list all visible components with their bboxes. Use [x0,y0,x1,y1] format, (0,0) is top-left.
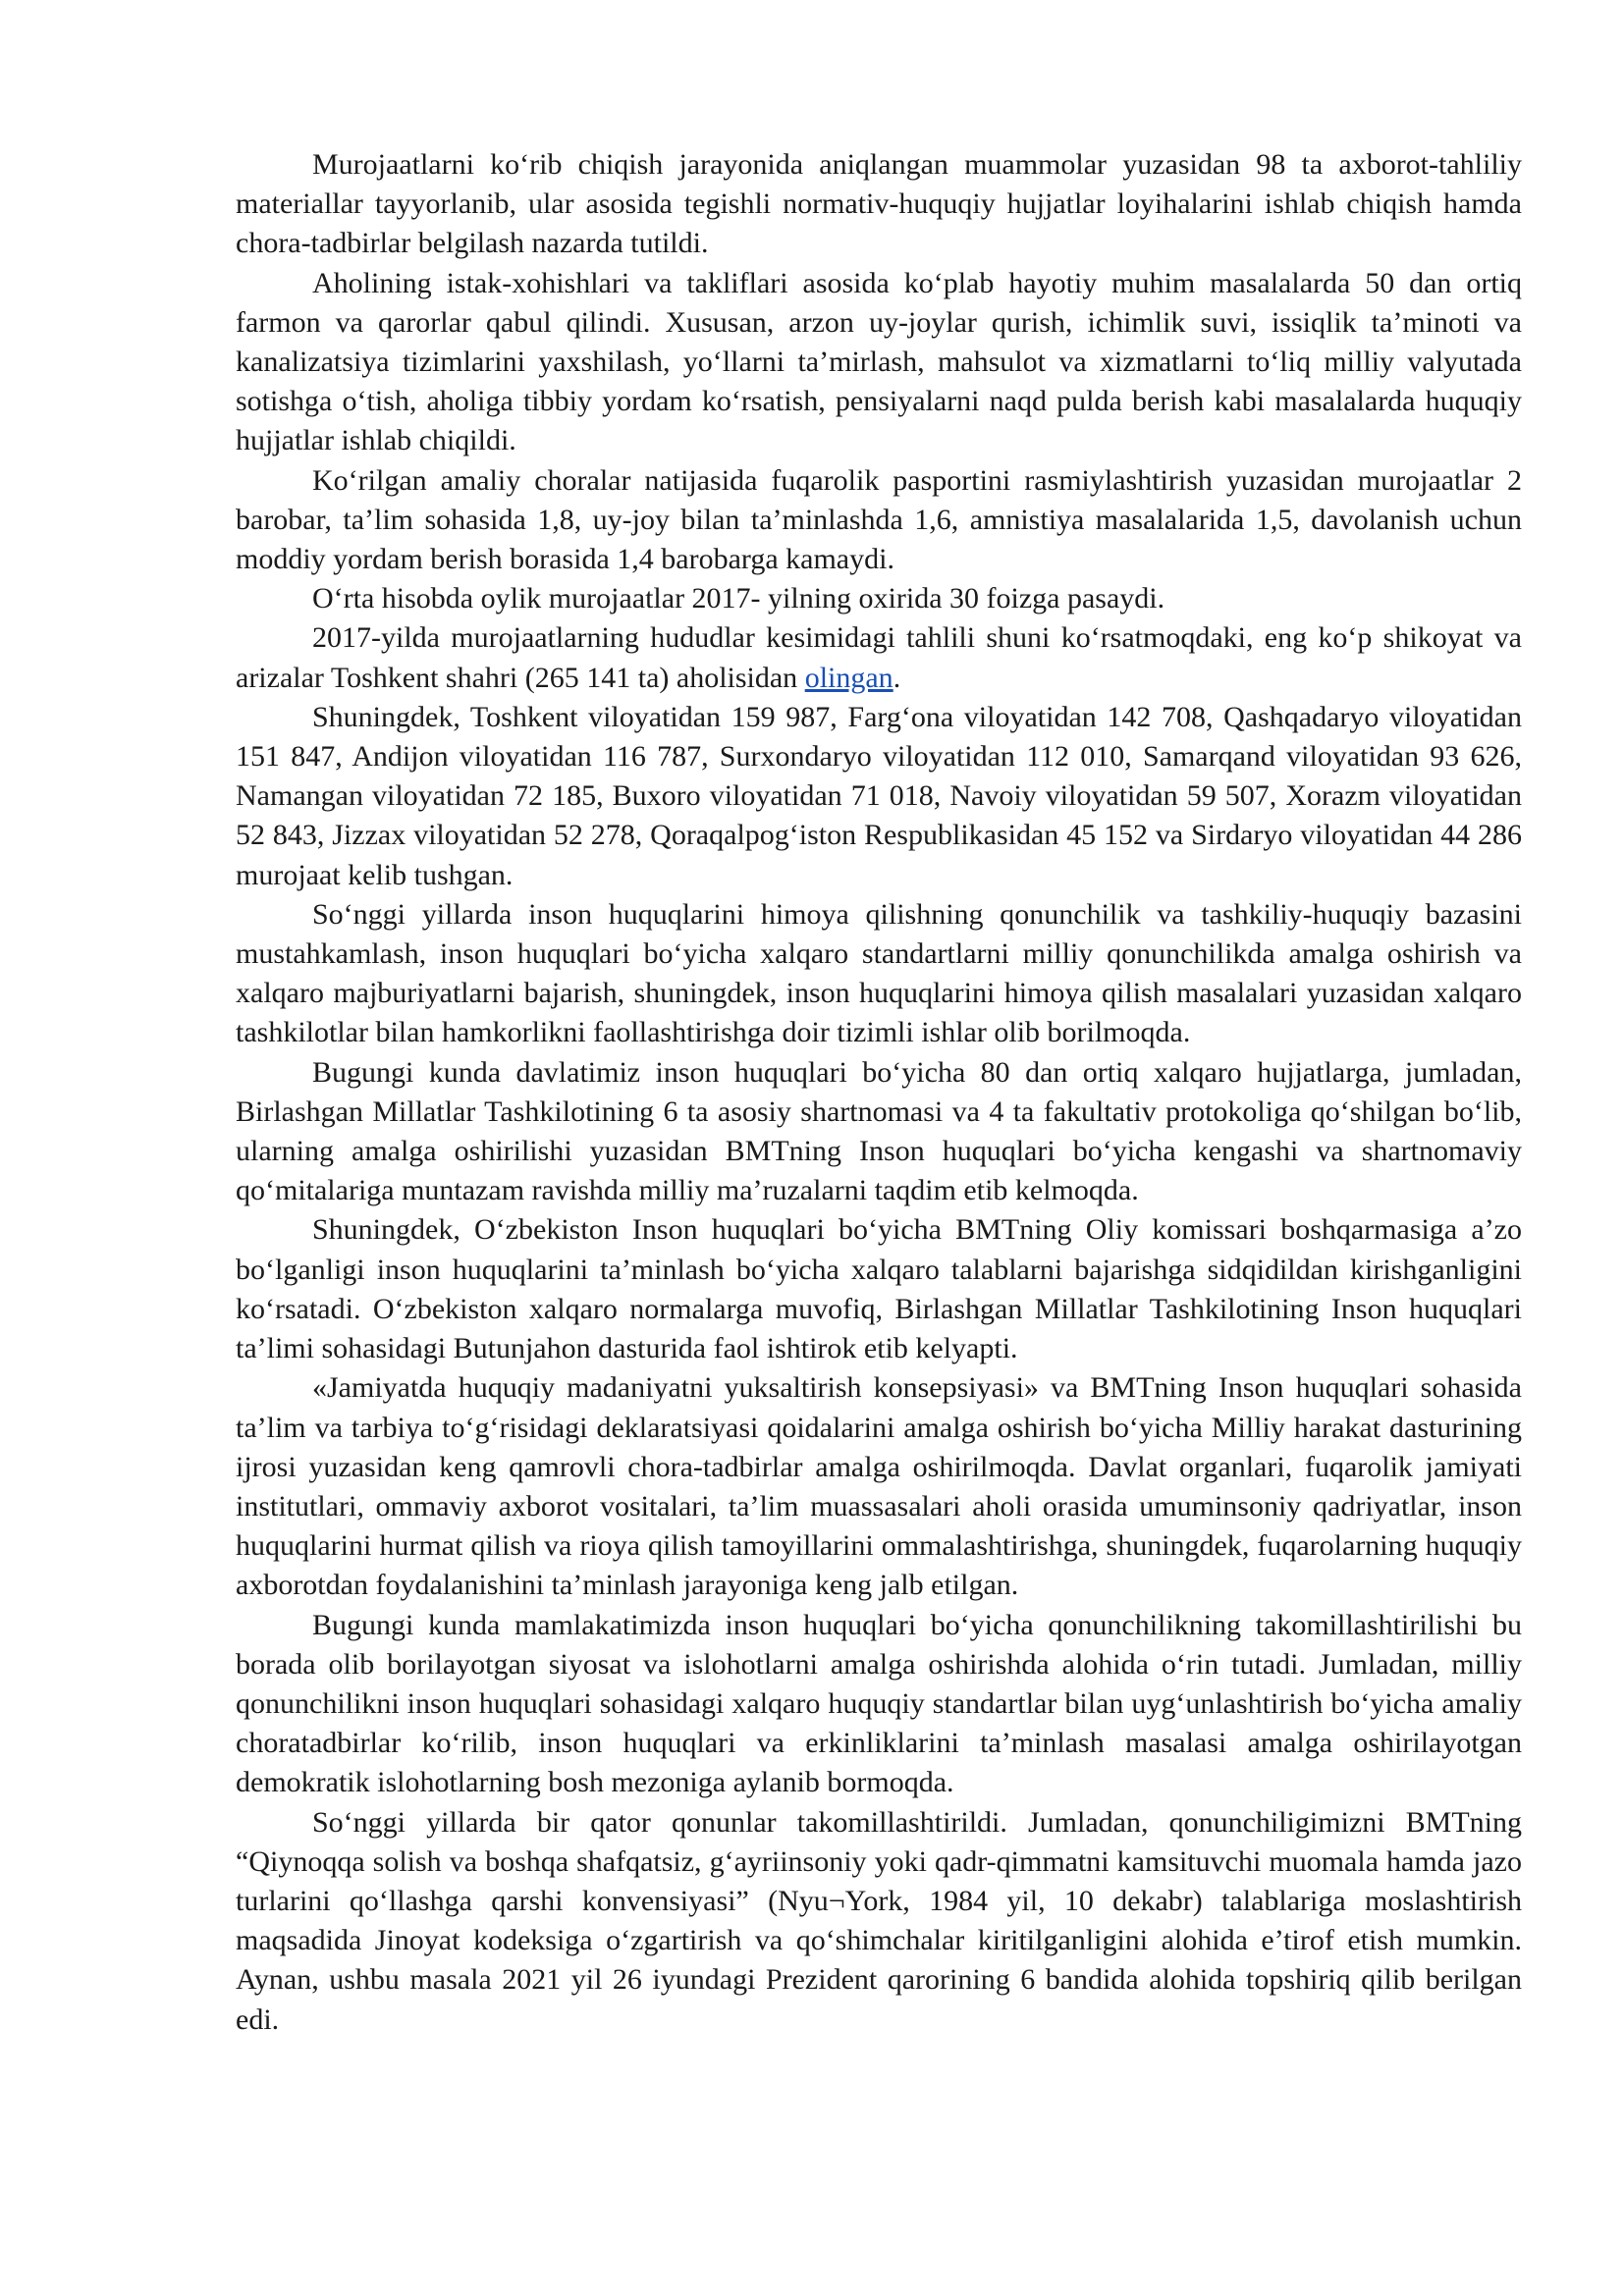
paragraph-9: Shuningdek, O‘zbekiston Inson huquqlari bo‘yicha BMTning Oliy komissari boshqarmasiga a’zo bo‘lganligi inson huquqlarini ta’minlash bo‘yicha xalqaro talablarni bajarishga sidqidildan kirishganligini ko‘rsatadi. O‘zbekiston xalqaro normalarga muvofiq, Birlashgan Millatlar Tashkilotining Inson huquqlari ta’limi sohasidagi Butunjahon dasturida faol ishtirok etib kelyapti. [236,1213,1522,1365]
paragraph-7: So‘nggi yillarda inson huquqlarini himoya qilishning qonunchilik va tashkiliy-huquqiy bazasini mustahkamlash, inson huquqlari bo‘yicha xalqaro standartlarni milliy qonunchilikda amalga oshirish va xalqaro majburiyatlarni bajarish, shuningdek, inson huquqlarini himoya qilish masalalari yuzasidan xalqaro tashkilotlar bilan hamkorlikni faollashtirishga doir tizimli ishlar olib borilmoqda. [236,897,1522,1049]
paragraph-5 [236,618,1522,697]
paragraph-5-text: 2017-yilda murojaatlarning hududlar kesimidagi tahlili shuni ko‘rsatmoqdaki, eng ko‘p shikoyat va arizalar Toshkent shahri (265 141 ta) aholisidan [236,621,1522,694]
document-page [236,145,1522,2040]
olingan-link[interactable]: olingan [804,661,893,694]
paragraph-12: So‘nggi yillarda bir qator qonunlar takomillashtirildi. Jumladan, qonunchiligimizni BMTning “Qiynoqqa solish va boshqa shafqatsiz, g‘ayriinsoniy yoki qadr-qimmatni kamsituvchi muomala hamda jazo turlarini qo‘llashga qarshi konvensiyasi” (Nyu¬York, 1984 yil, 10 dekabr) talablariga moslashtirish maqsadida Jinoyat kodeksiga o‘zgartirish va qo‘shimchalar kiritilganligini alohida e’tirof etish mumkin. Aynan, ushbu masala 2021 yil 26 iyundagi Prezident qarorining 6 bandida alohida topshiriq qilib berilgan edi. [236,1805,1522,2036]
paragraph-2: Aholining istak-xohishlari va takliflari asosida ko‘plab hayotiy muhim masalalarda 50 dan ortiq farmon va qarorlar qabul qilindi. Xususan, arzon uy-joylar qurish, ichimlik suvi, issiqlik ta’minoti va kanalizatsiya tizimlarini yaxshilash, yo‘llarni ta’mirlash, mahsulot va xizmatlarni to‘liq milliy valyutada sotishga o‘tish, aholiga tibbiy yordam ko‘rsatish, pensiyalarni naqd pulda berish kabi masalalarda huquqiy hujjatlar ishlab chiqildi. [236,266,1522,457]
paragraph-5-end: . [893,661,901,694]
paragraph-4: O‘rta hisobda oylik murojaatlar 2017- yilning oxirida 30 foizga pasaydi. [312,582,1165,615]
paragraph-11: Bugungi kunda mamlakatimizda inson huquqlari bo‘yicha qonunchilikning takomillashtirilishi bu borada olib borilayotgan siyosat va islohotlarni amalga oshirishda alohida o‘rin tutadi. Jumladan, milliy qonunchilikni inson huquqlari sohasidagi xalqaro huquqiy standartlar bilan uyg‘unlashtirish bo‘yicha amaliy choratadbirlar ko‘rilib, inson huquqlari va erkinliklarini ta’minlash masalasi amalga oshirilayotgan demokratik islohotlarning bosh mezoniga aylanib bormoqda. [236,1608,1522,1799]
paragraph-3: Ko‘rilgan amaliy choralar natijasida fuqarolik pasportini rasmiylashtirish yuzasidan murojaatlar 2 barobar, ta’lim sohasida 1,8, uy-joy bilan ta’minlashda 1,6, amnistiya masalalarida 1,5, davolanish uchun moddiy yordam berish borasida 1,4 barobarga kamaydi. [236,463,1522,576]
paragraph-10: «Jamiyatda huquqiy madaniyatni yuksaltirish konsepsiyasi» va BMTning Inson huquqlari sohasida ta’lim va tarbiya to‘g‘risidagi deklaratsiyasi qoidalarini amalga oshirish bo‘yicha Milliy harakat dasturining ijrosi yuzasidan keng qamrovli chora-tadbirlar amalga oshirilmoqda. Davlat organlari, fuqarolik jamiyati institutlari, ommaviy axborot vositalari, ta’lim muassasalari aholi orasida umuminsoniy qadriyatlar, inson huquqlarini hurmat qilish va rioya qilish tamoyillarini ommalashtirishga, shuningdek, fuqarolarning huquqiy axborotdan foydalanishini ta’minlash jarayoniga keng jalb etilgan. [236,1371,1522,1602]
paragraph-8: Bugungi kunda davlatimiz inson huquqlari bo‘yicha 80 dan ortiq xalqaro hujjatlarga, jumladan, Birlashgan Millatlar Tashkilotining 6 ta asosiy shartnomasi va 4 ta fakultativ protokoliga qo‘shilgan bo‘lib, ularning amalga oshirilishi yuzasidan BMTning Inson huquqlari bo‘yicha kengashi va shartnomaviy qo‘mitalariga muntazam ravishda milliy ma’ruzalarni taqdim etib kelmoqda. [236,1055,1522,1207]
paragraph-6: Shuningdek, Toshkent viloyatidan 159 987, Farg‘ona viloyatidan 142 708, Qashqadaryo viloyatidan 151 847, Andijon viloyatidan 116 787, Surxondaryo viloyatidan 112 010, Samarqand viloyatidan 93 626, Namangan viloyatidan 72 185, Buxoro viloyatidan 71 018, Navoiy viloyatidan 59 507, Xorazm viloyatidan 52 843, Jizzax viloyatidan 52 278, Qoraqalpog‘iston Respublikasidan 45 152 va Sirdaryo viloyatidan 44 286 murojaat kelib tushgan. [236,700,1522,891]
paragraph-1: Murojaatlarni ko‘rib chiqish jarayonida aniqlangan muammolar yuzasidan 98 ta axborot-tahliliy materiallar tayyorlanib, ular asosida tegishli normativ-huquqiy hujjatlar loyihalarini ishlab chiqish hamda chora-tadbirlar belgilash nazarda tutildi. [236,148,1522,260]
